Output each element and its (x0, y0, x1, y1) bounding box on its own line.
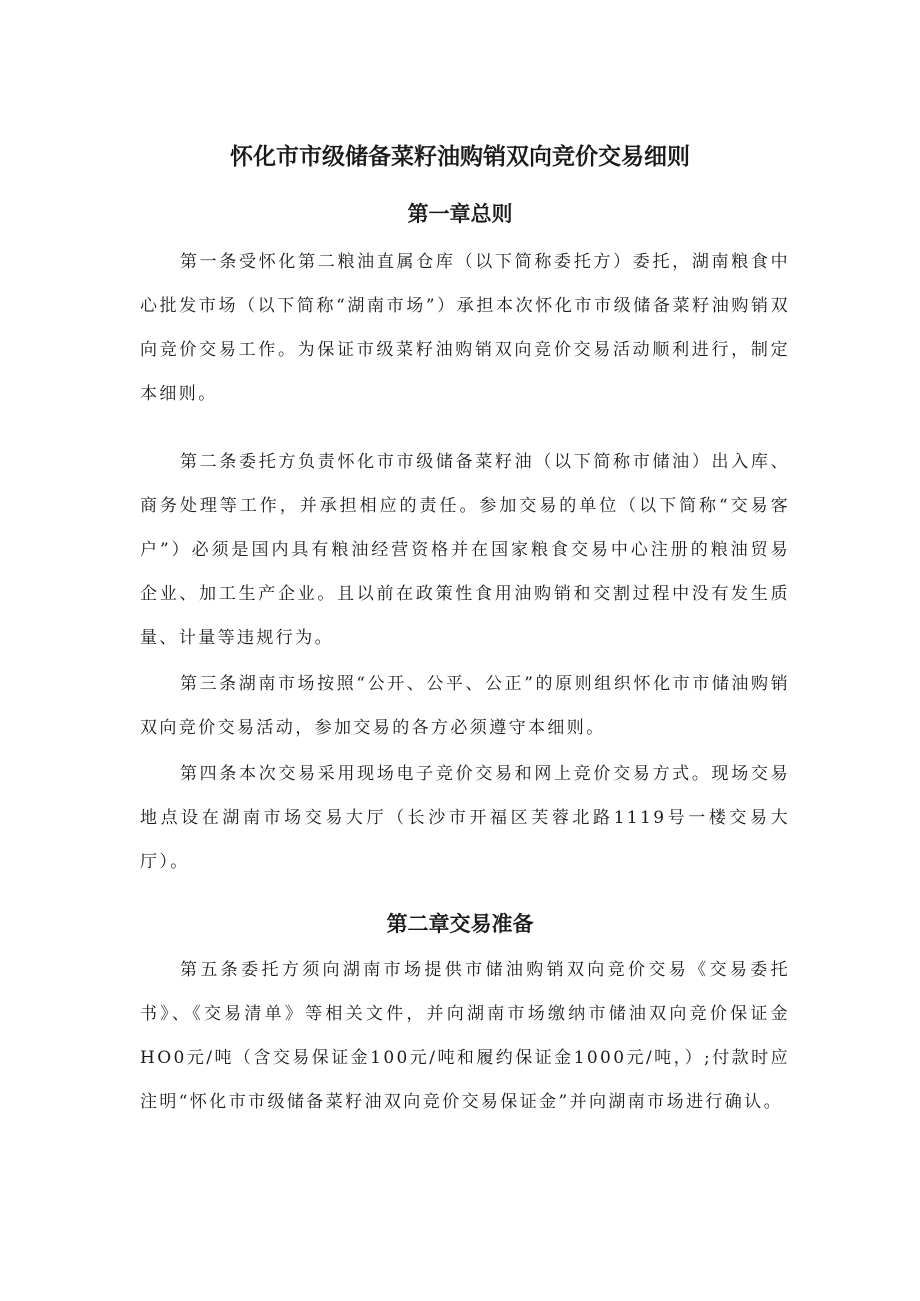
article-1: 第一条受怀化第二粮油直属仓库（以下简称委托方）委托，湖南粮食中心批发市场（以下简称“湖南市场”）承担本次怀化市市级储备菜籽油购销双向竞价交易工作。为保证市级菜籽油购销双向竞价交易活动顺利进行，制定本细则。 (140, 252, 790, 404)
chapter-heading-preparation: 第二章交易准备 (386, 912, 534, 936)
document-title: 怀化市市级储备菜籽油购销双向竞价交易细则 (230, 144, 690, 170)
article-5: 第五条委托方须向湖南市场提供市储油购销双向竞价交易《交易委托书》、《交易清单》等相关文件，并向湖南市场缴纳市储油双向竞价保证金HO0元/吨（含交易保证金100元/吨和履约保证金1000元/吨，）;付款时应注明“怀化市市级储备菜籽油双向竞价交易保证金”并向湖南市场进行确认。 (140, 960, 790, 1112)
chapter-heading-general: 第一章总则 (407, 202, 513, 226)
article-3: 第三条湖南市场按照“公开、公平、公正”的原则组织怀化市市储油购销双向竞价交易活动，参加交易的各方必须遵守本细则。 (140, 674, 790, 738)
article-2: 第二条委托方负责怀化市市级储备菜籽油（以下简称市储油）出入库、商务处理等工作，并承担相应的责任。参加交易的单位（以下简称“交易客户”）必须是国内具有粮油经营资格并在国家粮食交易中心注册的粮油贸易企业、加工生产企业。且以前在政策性食用油购销和交割过程中没有发生质量、计量等违规行为。 (140, 452, 790, 648)
article-4: 第四条本次交易采用现场电子竞价交易和网上竞价交易方式。现场交易地点设在湖南市场交易大厅（长沙市开福区芙蓉北路1119号一楼交易大厅）。 (140, 764, 790, 872)
